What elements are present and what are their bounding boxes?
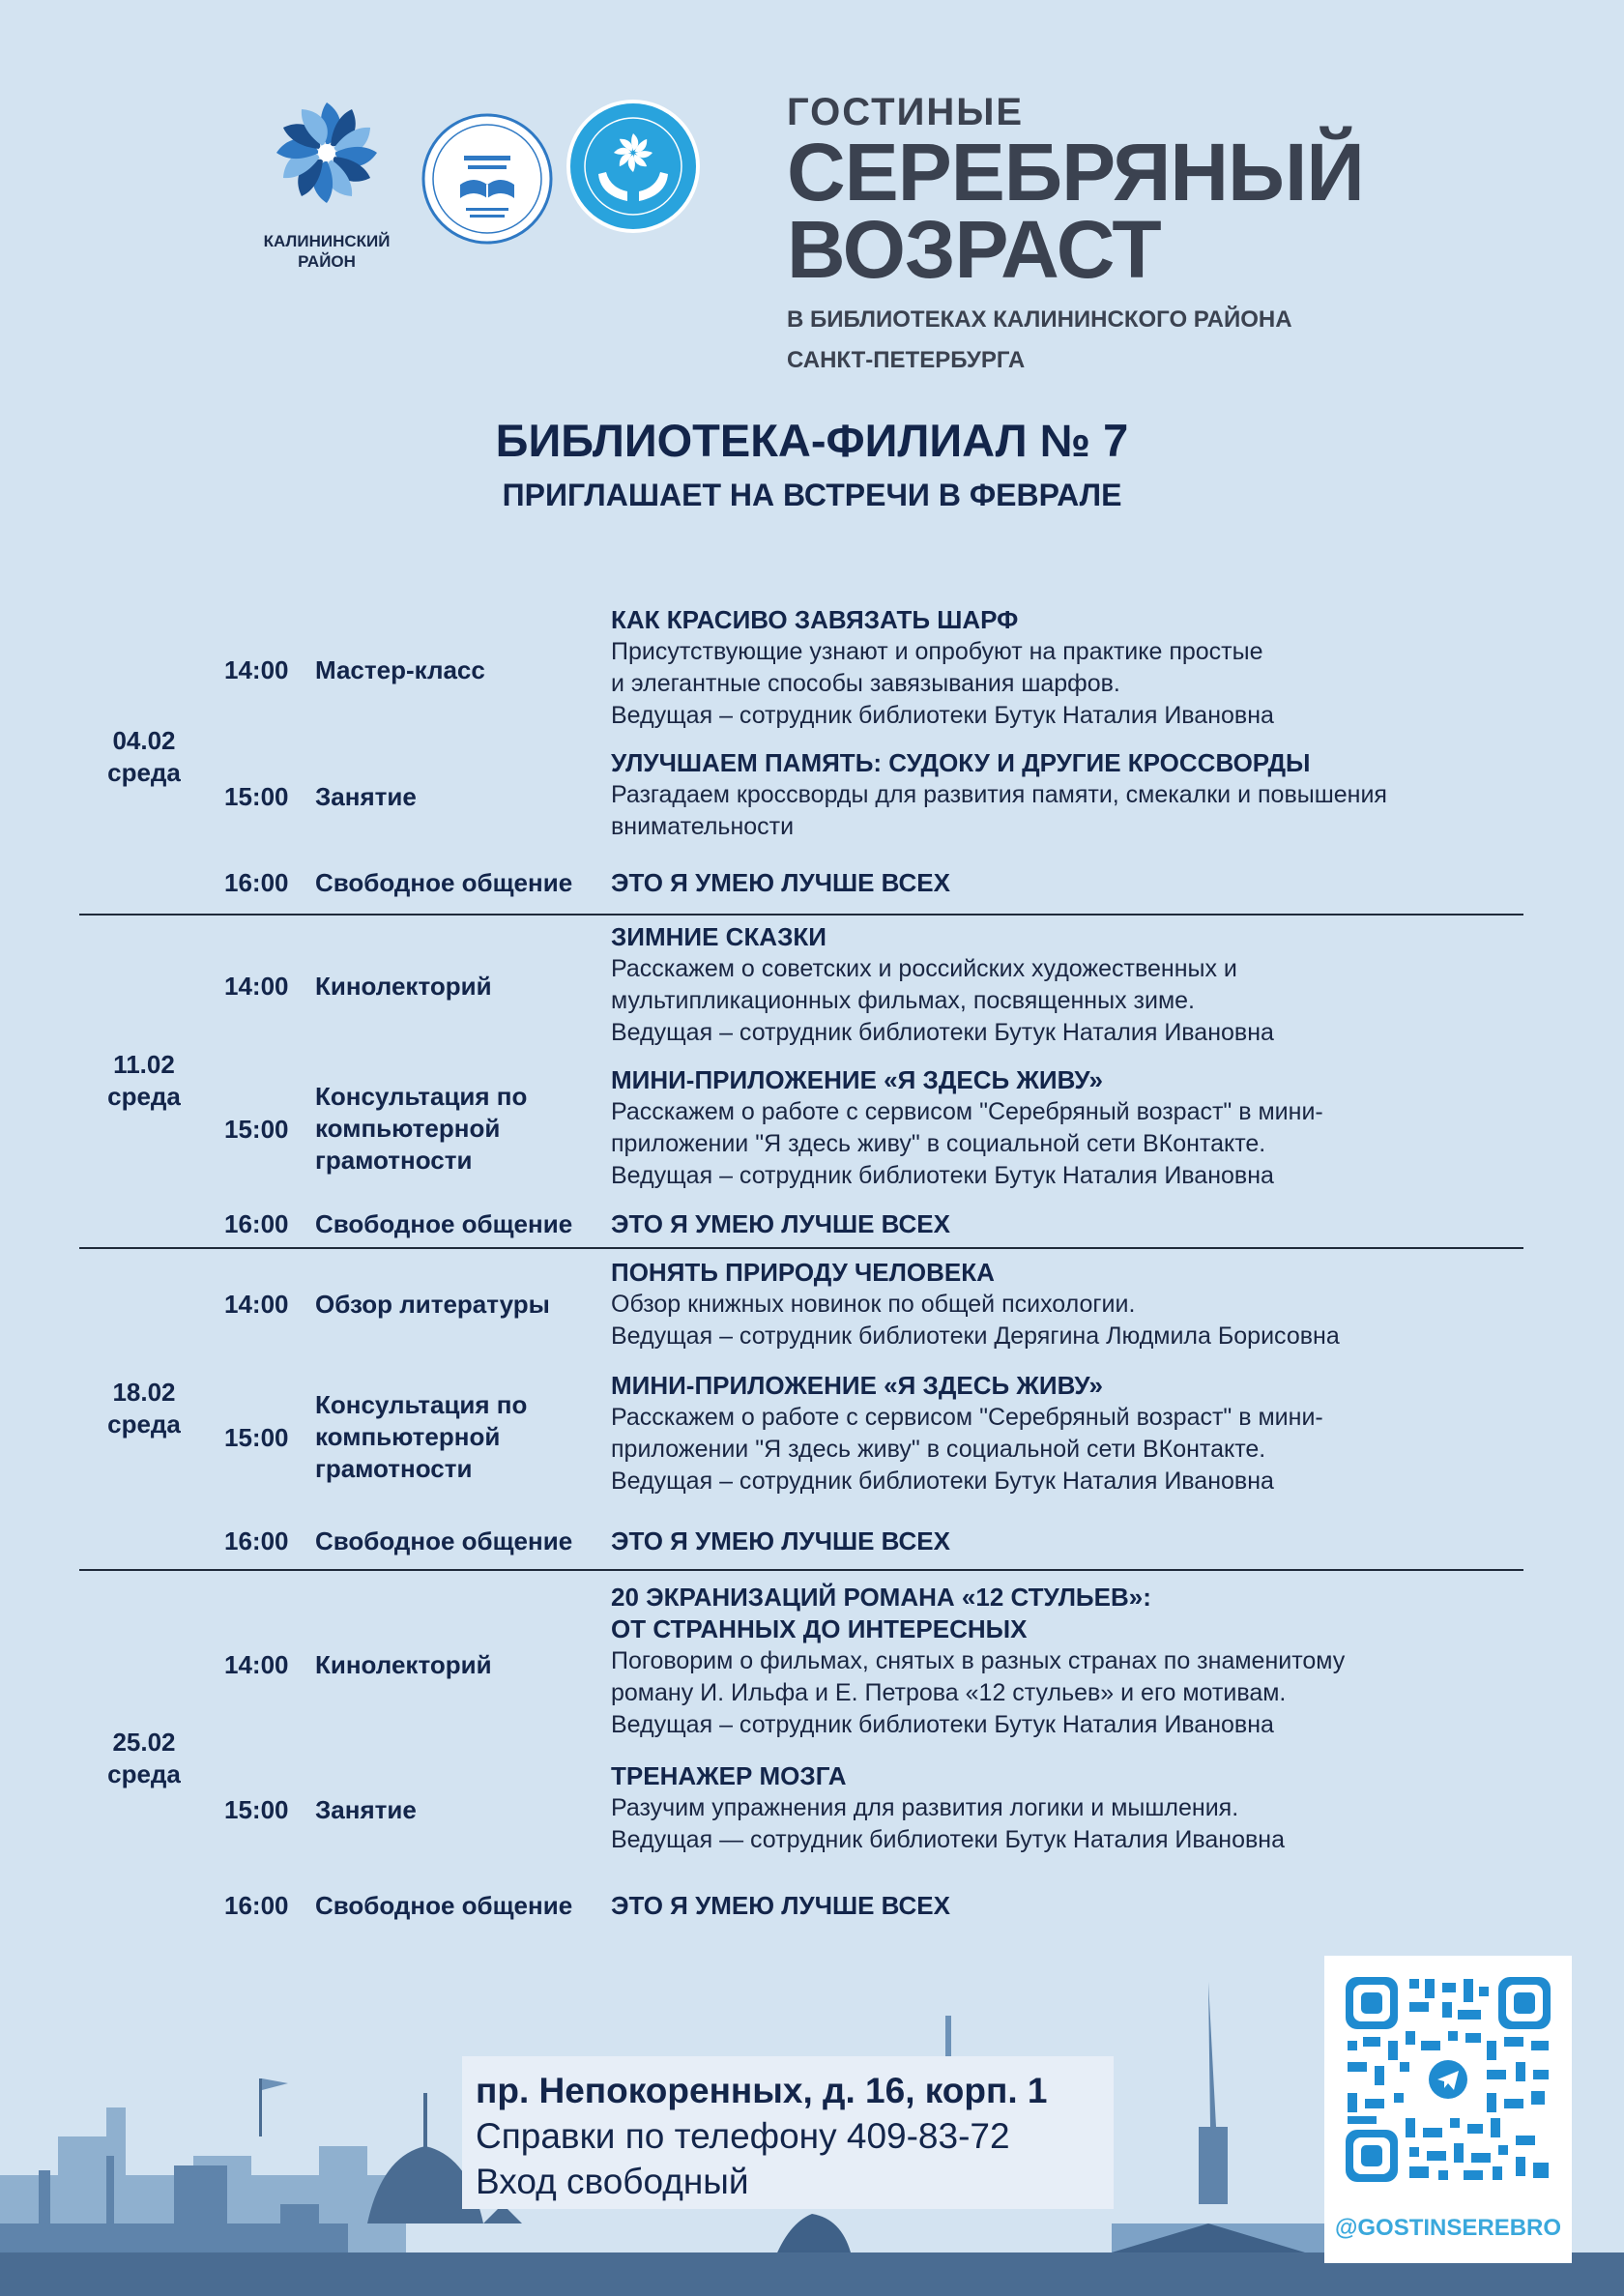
event-time: 14:00	[224, 1290, 289, 1319]
event-desc-line: Ведущая — сотрудник библиотеки Бутук Наталия Ивановна	[611, 1826, 1286, 1853]
week-block	[79, 599, 1523, 914]
event-detail	[611, 1760, 1539, 1856]
event-detail	[611, 921, 1539, 1049]
event-desc-line: Ведущая – сотрудник библиотеки Дерягина Людмила Борисовна	[611, 1322, 1340, 1350]
page-title: БИБЛИОТЕКА-ФИЛИАЛ № 7	[495, 415, 1129, 466]
week-block	[79, 1572, 1523, 1930]
week-block	[79, 1250, 1523, 1569]
event-desc-line: Расскажем о работе с сервисом "Серебряный возраст" в мини-	[611, 1404, 1323, 1431]
brand-block	[787, 91, 1367, 377]
page-subtitle: ПРИГЛАШАЕТ НА ВСТРЕЧИ В ФЕВРАЛЕ	[502, 478, 1122, 512]
address-box	[462, 2056, 1114, 2209]
event-detail	[611, 604, 1539, 732]
event-detail	[611, 1370, 1539, 1497]
brand-line-vozrast: ВОЗРАСТ	[787, 204, 1161, 295]
event-title: 20 ЭКРАНИЗАЦИЙ РОМАНА «12 СТУЛЬЕВ»:	[611, 1583, 1151, 1612]
qr-code-icon[interactable]	[1342, 1973, 1554, 2186]
event-detail	[611, 1526, 1539, 1557]
week-date: 18.02 среда	[107, 1378, 181, 1439]
event-title: ЭТО Я УМЕЮ ЛУЧШЕ ВСЕХ	[611, 1891, 950, 1920]
event-desc-line: Ведущая – сотрудник библиотеки Бутук Наталия Ивановна	[611, 1711, 1274, 1738]
event-time: 15:00	[224, 1115, 289, 1144]
event-desc-line: Ведущая – сотрудник библиотеки Бутук Наталия Ивановна	[611, 1468, 1274, 1495]
event-detail	[611, 1257, 1539, 1352]
event-title: УЛУЧШАЕМ ПАМЯТЬ: СУДОКУ И ДРУГИЕ КРОССВОРДЫ	[611, 748, 1311, 777]
event-desc-line: Поговорим о фильмах, снятых в разных странах по знаменитому	[611, 1647, 1346, 1674]
event-desc-line: Расскажем о советских и российских художественных и	[611, 955, 1237, 982]
event-type: Кинолекторий	[315, 972, 492, 1001]
event-desc-line: приложении "Я здесь живу" в социальной сети ВКонтакте.	[611, 1436, 1266, 1463]
qr-code-card[interactable]	[1324, 1956, 1572, 2263]
swirl-emblem-icon	[274, 92, 380, 227]
library-seal-icon	[421, 113, 553, 245]
library-system-logo	[421, 113, 553, 249]
event-time: 14:00	[224, 972, 289, 1001]
week-divider	[79, 1247, 1523, 1249]
event-title: МИНИ-ПРИЛОЖЕНИЕ «Я ЗДЕСЬ ЖИВУ»	[611, 1371, 1104, 1400]
event-time: 15:00	[224, 782, 289, 811]
event-type: Свободное общение	[315, 1526, 573, 1555]
event-desc-line: Разгадаем кроссворды для развития памяти, смекалки и повышения	[611, 781, 1387, 808]
event-desc-line: Присутствующие узнают и опробуют на практике простые	[611, 638, 1263, 665]
brand-line-libraries: В БИБЛИОТЕКАХ КАЛИНИНСКОГО РАЙОНА	[787, 306, 1292, 333]
social-service-logo	[566, 99, 701, 239]
address: пр. Непокоренных, д. 16, корп. 1	[476, 2071, 1048, 2110]
event-desc-line: Обзор книжных новинок по общей психологии.	[611, 1291, 1136, 1318]
event-title: ЭТО Я УМЕЮ ЛУЧШЕ ВСЕХ	[611, 1209, 950, 1238]
event-desc-line: и элегантные способы завязывания шарфов.	[611, 670, 1120, 697]
event-desc-line: внимательности	[611, 813, 795, 840]
partner-logos	[249, 92, 713, 285]
event-time: 15:00	[224, 1423, 289, 1452]
event-detail	[611, 1064, 1539, 1192]
week-date: 04.02 среда	[107, 726, 181, 787]
event-desc-line: Расскажем о работе с сервисом "Серебряный возраст" в мини-	[611, 1098, 1323, 1125]
event-desc-line: Ведущая – сотрудник библиотеки Бутук Наталия Ивановна	[611, 1019, 1274, 1046]
event-time: 16:00	[224, 1526, 289, 1555]
week-date: 25.02 среда	[107, 1728, 181, 1788]
week-divider	[79, 1569, 1523, 1571]
event-time: 16:00	[224, 1891, 289, 1920]
event-detail	[611, 1890, 1539, 1922]
event-title-line2: ОТ СТРАННЫХ ДО ИНТЕРЕСНЫХ	[611, 1614, 1028, 1643]
event-type: Свободное общение	[315, 868, 573, 897]
brand-line-gostinye: ГОСТИНЫЕ	[787, 91, 1025, 133]
week-divider	[79, 914, 1523, 915]
event-type: Мастер-класс	[315, 655, 485, 684]
hands-emblem-icon	[566, 99, 701, 234]
event-title: ЗИМНИЕ СКАЗКИ	[611, 922, 826, 951]
phone-info: Справки по телефону 409-83-72	[476, 2116, 1010, 2156]
kalininsky-district-logo	[249, 92, 404, 272]
event-type: Свободное общение	[315, 1209, 573, 1238]
week-block	[79, 916, 1523, 1247]
event-desc-line: Ведущая – сотрудник библиотеки Бутук Наталия Ивановна	[611, 1162, 1274, 1189]
event-title: МИНИ-ПРИЛОЖЕНИЕ «Я ЗДЕСЬ ЖИВУ»	[611, 1065, 1104, 1094]
event-time: 14:00	[224, 1650, 289, 1679]
event-desc-line: роману И. Ильфа и Е. Петрова «12 стульев» и его мотивам.	[611, 1679, 1287, 1706]
event-title: ЭТО Я УМЕЮ ЛУЧШЕ ВСЕХ	[611, 868, 950, 897]
event-time: 15:00	[224, 1795, 289, 1824]
social-handle: @GOSTINSEREBRO	[1334, 2215, 1562, 2241]
event-type: Обзор литературы	[315, 1290, 550, 1319]
event-time: 14:00	[224, 655, 289, 684]
event-detail	[611, 1582, 1539, 1741]
event-desc-line: приложении "Я здесь живу" в социальной сети ВКонтакте.	[611, 1130, 1266, 1157]
brand-line-city: САНКТ-ПЕТЕРБУРГА	[787, 347, 1026, 373]
brand-line-serebryany: СЕРЕБРЯНЫЙ	[787, 127, 1364, 218]
event-type: Свободное общение	[315, 1891, 573, 1920]
event-title: ТРЕНАЖЕР МОЗГА	[611, 1761, 847, 1790]
event-title: ПОНЯТЬ ПРИРОДУ ЧЕЛОВЕКА	[611, 1258, 995, 1287]
kalininsky-logo-text: КАЛИНИНСКИЙ РАЙОН	[263, 232, 391, 271]
event-type: Занятие	[315, 1795, 417, 1824]
event-desc-line: мультипликационных фильмах, посвященных зиме.	[611, 987, 1195, 1014]
week-date: 11.02 среда	[107, 1050, 181, 1111]
event-detail	[611, 1208, 1539, 1240]
event-time: 16:00	[224, 868, 289, 897]
event-type: Кинолекторий	[315, 1650, 492, 1679]
event-detail	[611, 867, 1539, 899]
event-type: Консультация по компьютерной грамотности	[315, 1390, 528, 1483]
event-title: ЭТО Я УМЕЮ ЛУЧШЕ ВСЕХ	[611, 1526, 950, 1555]
event-desc-line: Ведущая – сотрудник библиотеки Бутук Наталия Ивановна	[611, 702, 1274, 729]
event-title: КАК КРАСИВО ЗАВЯЗАТЬ ШАРФ	[611, 605, 1019, 634]
event-type: Консультация по компьютерной грамотности	[315, 1082, 528, 1175]
event-type: Занятие	[315, 782, 417, 811]
event-time: 16:00	[224, 1209, 289, 1238]
event-detail	[611, 747, 1539, 843]
entry-info: Вход свободный	[476, 2162, 749, 2201]
event-desc-line: Разучим упражнения для развития логики и мышления.	[611, 1794, 1239, 1821]
